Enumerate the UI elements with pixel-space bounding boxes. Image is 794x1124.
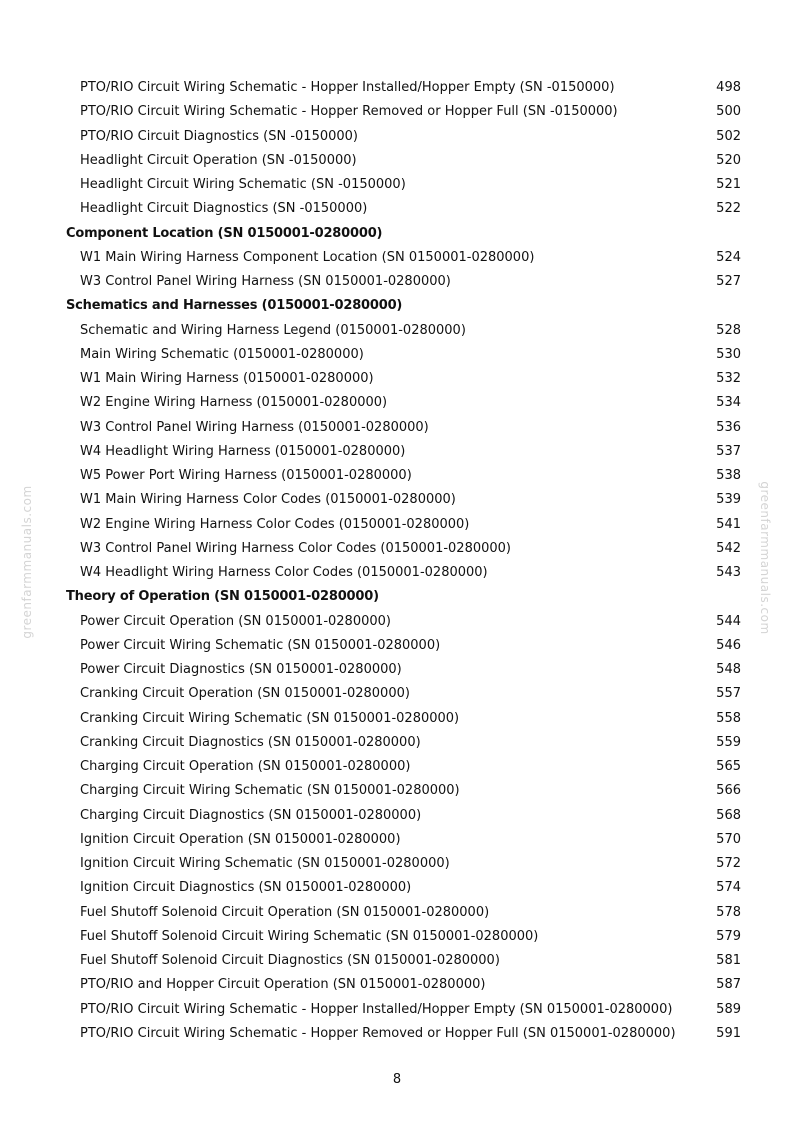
toc-entry-title: PTO/RIO Circuit Wiring Schematic - Hopper Removed or Hopper Full (SN 0150001-0280000) <box>80 1025 676 1041</box>
toc-entry-page-number: 574 <box>716 880 741 896</box>
toc-entry-page-number: 534 <box>716 395 741 411</box>
toc-entry-title: Fuel Shutoff Solenoid Circuit Operation (SN 0150001-0280000) <box>80 904 490 920</box>
toc-heading-title: Theory of Operation (SN 0150001-0280000) <box>66 589 379 605</box>
watermark-right: greenfarmmanuals.com <box>758 481 772 635</box>
toc-entry[interactable] <box>0 610 794 634</box>
toc-entry[interactable] <box>0 949 794 973</box>
toc-entry-page-number: 502 <box>716 128 741 144</box>
toc-entry[interactable] <box>0 246 794 270</box>
toc-entry[interactable] <box>0 707 794 731</box>
toc-entry[interactable] <box>0 998 794 1022</box>
toc-entry-title: Cranking Circuit Wiring Schematic (SN 0150001-0280000) <box>80 710 460 726</box>
toc-entry-title: W2 Engine Wiring Harness Color Codes (0150001-0280000) <box>80 516 470 532</box>
toc-entry-page-number: 566 <box>716 783 741 799</box>
toc-entry-page-number: 565 <box>716 759 741 774</box>
toc-entry-title: Cranking Circuit Operation (SN 0150001-0280000) <box>80 686 410 702</box>
toc-entry[interactable] <box>0 367 794 391</box>
toc-entry-title: Fuel Shutoff Solenoid Circuit Diagnostics (SN 0150001-0280000) <box>80 953 500 968</box>
toc-entry[interactable] <box>0 658 794 682</box>
toc-entry-page-number: 528 <box>716 322 741 338</box>
toc-entry[interactable] <box>0 416 794 440</box>
toc-entry-title: PTO/RIO Circuit Wiring Schematic - Hopper Removed or Hopper Full (SN -0150000) <box>80 104 618 120</box>
toc-entry-title: W2 Engine Wiring Harness (0150001-0280000) <box>80 395 388 411</box>
toc-entry-page-number: 524 <box>716 249 741 265</box>
toc-entry-title: Power Circuit Diagnostics (SN 0150001-0280000) <box>80 662 402 677</box>
toc-entry-page-number: 587 <box>716 977 741 993</box>
toc-entry[interactable] <box>0 634 794 658</box>
toc-entry[interactable] <box>0 125 794 149</box>
toc-entry-page-number: 537 <box>716 443 741 459</box>
toc-entry-title: Ignition Circuit Wiring Schematic (SN 0150001-0280000) <box>80 856 450 871</box>
toc-entry-page-number: 579 <box>716 928 741 944</box>
toc-entry[interactable] <box>0 682 794 706</box>
toc-entry-page-number: 548 <box>716 662 741 677</box>
toc-entry[interactable] <box>0 464 794 488</box>
toc-entry-page-number: 521 <box>716 177 741 192</box>
toc-entry-title: Main Wiring Schematic (0150001-0280000) <box>80 346 364 362</box>
toc-entry-page-number: 527 <box>716 274 741 289</box>
toc-entry[interactable] <box>0 270 794 294</box>
toc-entry-title: Charging Circuit Wiring Schematic (SN 0150001-0280000) <box>80 783 460 799</box>
toc-entry-title: Cranking Circuit Diagnostics (SN 0150001-0280000) <box>80 734 421 750</box>
toc-entry[interactable] <box>0 76 794 100</box>
toc-entry-title: Headlight Circuit Diagnostics (SN -0150000) <box>80 201 368 217</box>
toc-entry-title: Power Circuit Wiring Schematic (SN 0150001-0280000) <box>80 637 441 653</box>
toc-entry-title: W1 Main Wiring Harness Color Codes (0150001-0280000) <box>80 492 456 508</box>
toc-entry-page-number: 498 <box>716 80 741 95</box>
toc-heading-title: Component Location (SN 0150001-0280000) <box>66 225 383 241</box>
toc-entry[interactable] <box>0 440 794 464</box>
toc-section-heading <box>0 294 794 318</box>
toc-entry-title: Power Circuit Operation (SN 0150001-0280000) <box>80 613 391 629</box>
toc-entry-page-number: 557 <box>716 686 741 702</box>
toc-entry-title: Headlight Circuit Operation (SN -0150000) <box>80 152 357 168</box>
toc-entry-page-number: 558 <box>716 710 741 726</box>
toc-entry-page-number: 568 <box>716 807 741 823</box>
toc-entry-page-number: 541 <box>716 516 741 532</box>
toc-entry[interactable] <box>0 731 794 755</box>
toc-entry[interactable] <box>0 901 794 925</box>
toc-entry[interactable] <box>0 488 794 512</box>
toc-entry-page-number: 578 <box>716 904 741 920</box>
toc-entry-page-number: 559 <box>716 734 741 750</box>
toc-section-heading <box>0 222 794 246</box>
toc-entry-title: Ignition Circuit Operation (SN 0150001-0280000) <box>80 831 401 847</box>
toc-entry[interactable] <box>0 828 794 852</box>
toc-entry[interactable] <box>0 804 794 828</box>
toc-entry[interactable] <box>0 513 794 537</box>
toc-entry-page-number: 591 <box>716 1025 741 1041</box>
toc-entry[interactable] <box>0 925 794 949</box>
toc-entry-title: PTO/RIO Circuit Diagnostics (SN -0150000) <box>80 128 359 144</box>
toc-entry-page-number: 589 <box>716 1001 741 1017</box>
toc-entry-page-number: 522 <box>716 201 741 217</box>
page-number: 8 <box>392 1072 402 1087</box>
toc-entry[interactable] <box>0 755 794 779</box>
toc-entry-title: W5 Power Port Wiring Harness (0150001-0280000) <box>80 468 412 483</box>
toc-entry-title: W4 Headlight Wiring Harness (0150001-0280000) <box>80 443 406 459</box>
toc-entry-title: W3 Control Panel Wiring Harness (0150001-0280000) <box>80 419 429 435</box>
toc-entry-page-number: 544 <box>716 613 741 629</box>
toc-entry-title: Ignition Circuit Diagnostics (SN 0150001-0280000) <box>80 880 412 896</box>
table-of-contents <box>0 76 794 1046</box>
toc-entry-title: PTO/RIO Circuit Wiring Schematic - Hopper Installed/Hopper Empty (SN -0150000) <box>80 80 615 95</box>
toc-entry[interactable] <box>0 537 794 561</box>
toc-entry-title: W1 Main Wiring Harness (0150001-0280000) <box>80 371 374 386</box>
toc-entry-page-number: 520 <box>716 152 741 168</box>
toc-entry-title: W1 Main Wiring Harness Component Location (SN 0150001-0280000) <box>80 249 535 265</box>
toc-entry[interactable] <box>0 561 794 585</box>
toc-entry-page-number: 536 <box>716 419 741 435</box>
toc-entry[interactable] <box>0 852 794 876</box>
toc-entry-title: Charging Circuit Operation (SN 0150001-0280000) <box>80 759 411 774</box>
toc-entry[interactable] <box>0 973 794 997</box>
toc-entry[interactable] <box>0 149 794 173</box>
toc-entry-title: Schematic and Wiring Harness Legend (0150001-0280000) <box>80 322 466 338</box>
toc-entry[interactable] <box>0 779 794 803</box>
toc-entry[interactable] <box>0 197 794 221</box>
toc-entry-title: Charging Circuit Diagnostics (SN 0150001-0280000) <box>80 807 422 823</box>
toc-entry-page-number: 538 <box>716 468 741 483</box>
toc-section-heading <box>0 585 794 609</box>
toc-entry-page-number: 581 <box>716 953 741 968</box>
toc-entry[interactable] <box>0 391 794 415</box>
toc-entry-page-number: 539 <box>716 492 741 508</box>
toc-entry-title: W3 Control Panel Wiring Harness Color Codes (0150001-0280000) <box>80 540 512 556</box>
toc-entry-page-number: 532 <box>716 371 741 386</box>
toc-entry-title: W3 Control Panel Wiring Harness (SN 0150001-0280000) <box>80 274 451 289</box>
toc-entry-title: Headlight Circuit Wiring Schematic (SN -0150000) <box>80 177 406 192</box>
toc-entry[interactable] <box>0 343 794 367</box>
toc-entry-page-number: 570 <box>716 831 741 847</box>
toc-entry[interactable] <box>0 173 794 197</box>
toc-entry[interactable] <box>0 876 794 900</box>
toc-entry[interactable] <box>0 1022 794 1046</box>
toc-entry-page-number: 542 <box>716 540 741 556</box>
toc-entry[interactable] <box>0 100 794 124</box>
toc-heading-title: Schematics and Harnesses (0150001-0280000) <box>66 298 403 314</box>
toc-entry-title: PTO/RIO Circuit Wiring Schematic - Hopper Installed/Hopper Empty (SN 0150001-0280000) <box>80 1001 673 1017</box>
toc-entry-page-number: 530 <box>716 346 741 362</box>
toc-entry-title: Fuel Shutoff Solenoid Circuit Wiring Schematic (SN 0150001-0280000) <box>80 928 539 944</box>
toc-entry-page-number: 543 <box>716 565 741 580</box>
toc-entry-page-number: 500 <box>716 104 741 120</box>
toc-entry[interactable] <box>0 319 794 343</box>
toc-entry-page-number: 546 <box>716 637 741 653</box>
toc-entry-page-number: 572 <box>716 856 741 871</box>
toc-entry-title: W4 Headlight Wiring Harness Color Codes (0150001-0280000) <box>80 565 488 580</box>
toc-entry-title: PTO/RIO and Hopper Circuit Operation (SN 0150001-0280000) <box>80 977 486 993</box>
watermark-left: greenfarmmanuals.com <box>20 485 34 639</box>
